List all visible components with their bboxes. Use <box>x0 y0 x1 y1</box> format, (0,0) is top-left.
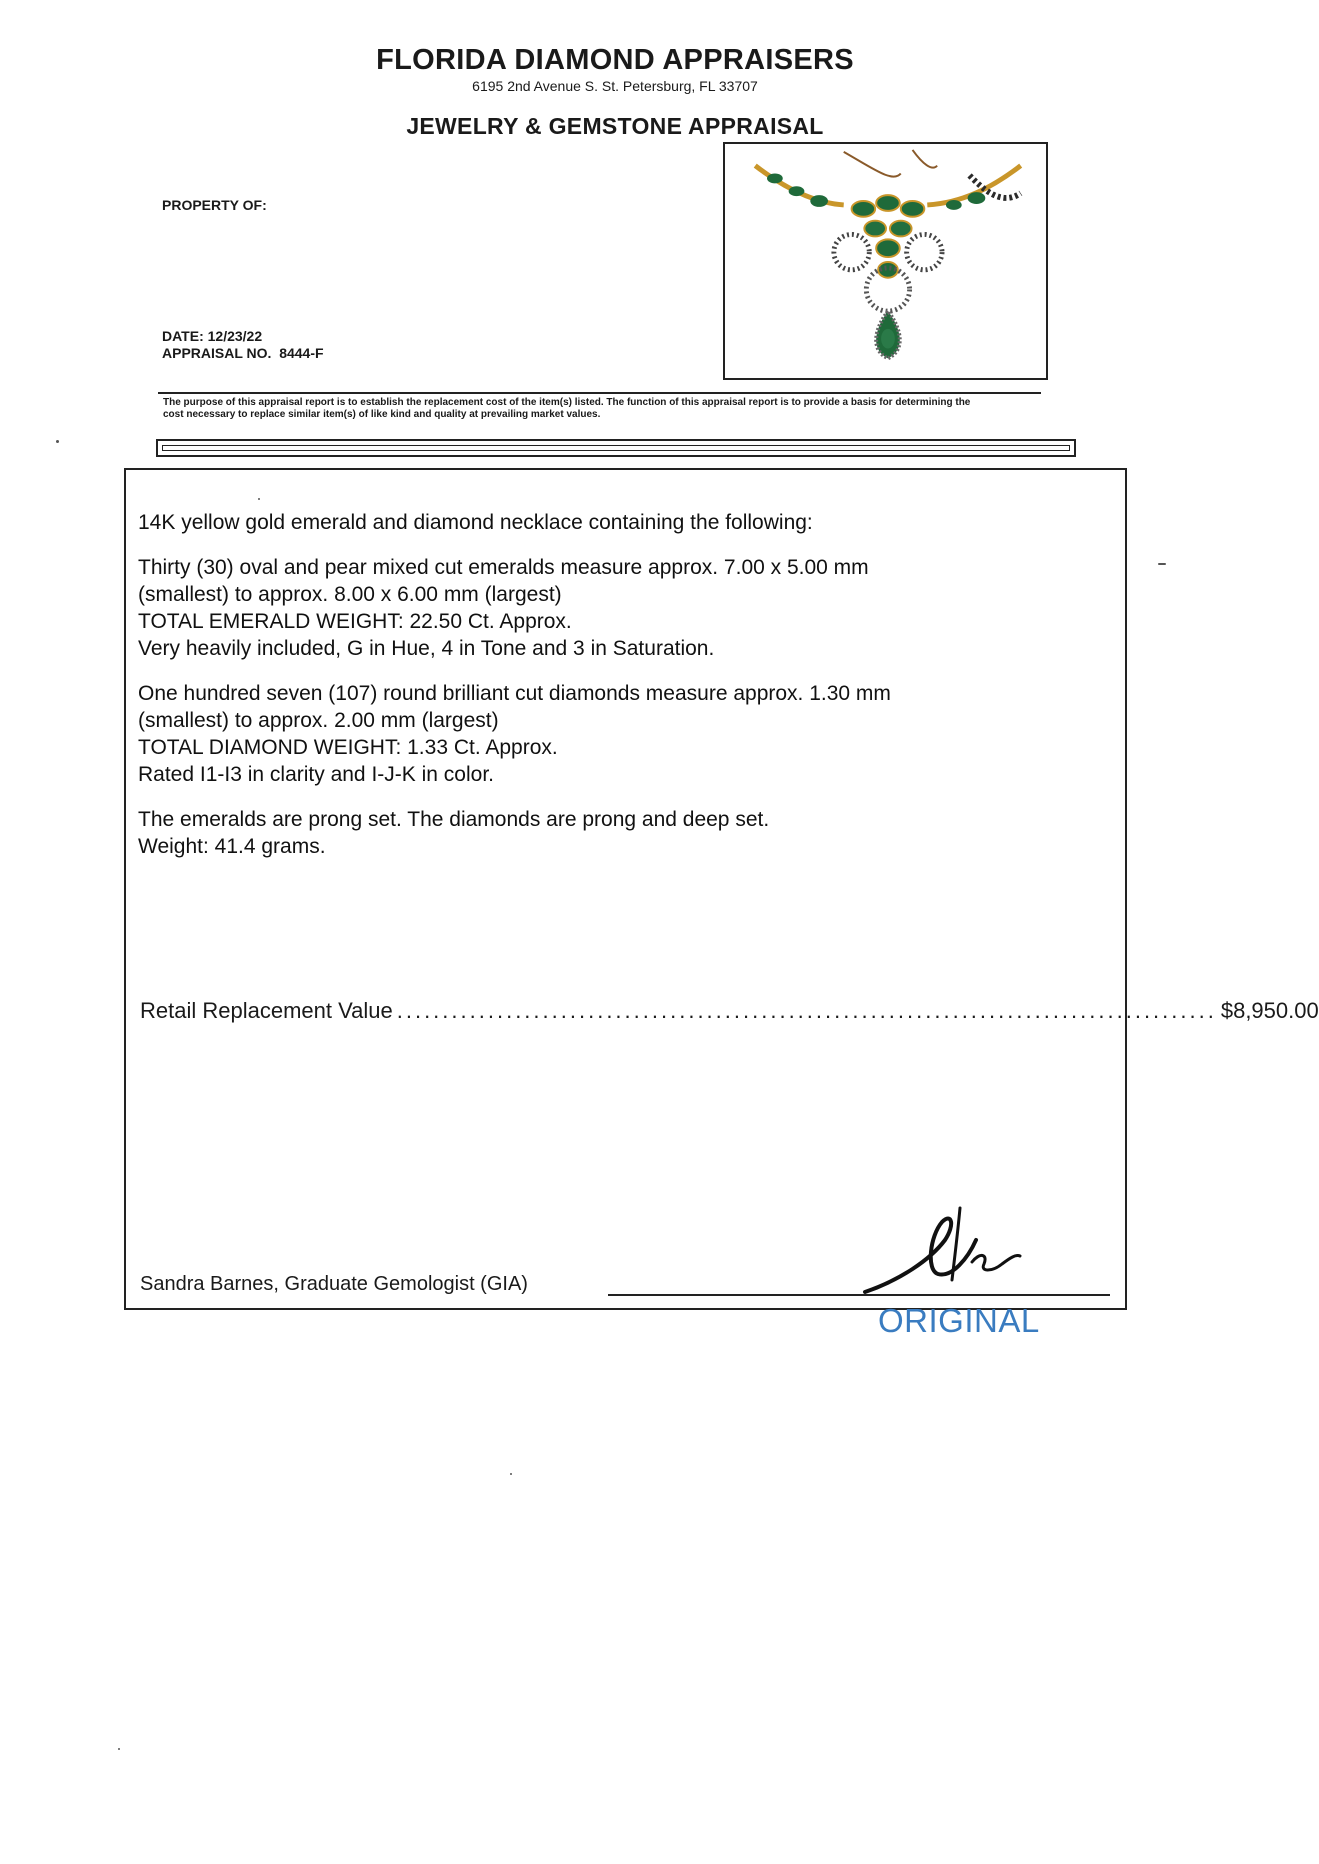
appraisal-number: APPRAISAL NO. 8444-F <box>162 345 324 361</box>
emerald-line: Thirty (30) oval and pear mixed cut emeralds measure approx. 7.00 x 5.00 mm <box>138 556 869 579</box>
emerald-line: (smallest) to approx. 8.00 x 6.00 mm (largest) <box>138 583 562 606</box>
diamond-line: (smallest) to approx. 2.00 mm (largest) <box>138 709 499 732</box>
header-divider <box>158 392 1041 394</box>
divider-bar-inner <box>162 445 1070 451</box>
emerald-line: TOTAL EMERALD WEIGHT: 22.50 Ct. Approx. <box>138 610 572 633</box>
setting-line: The emeralds are prong set. The diamonds are prong and deep set. <box>138 808 770 831</box>
original-stamp: ORIGINAL <box>878 1302 1040 1339</box>
purpose-line-1: The purpose of this appraisal report is to establish the replacement cost of the item(s) listed. The function of this appraisal report is to provide a basis for determining the <box>163 397 971 408</box>
company-name: FLORIDA DIAMOND APPRAISERS <box>376 44 854 76</box>
item-photo <box>723 142 1048 380</box>
emerald-line: Very heavily included, G in Hue, 4 in Tone and 3 in Saturation. <box>138 637 715 660</box>
leader-dots: .......................................................................................... <box>396 998 1217 1023</box>
scan-speck <box>56 440 59 443</box>
scan-speck <box>258 498 260 500</box>
scan-speck <box>510 1473 512 1475</box>
purpose-line-2: cost necessary to replace similar item(s) of like kind and quality at prevailing market values. <box>163 409 601 420</box>
intro-line: 14K yellow gold emerald and diamond necklace containing the following: <box>138 511 813 534</box>
diamond-line: Rated I1-I3 in clarity and I-J-K in color. <box>138 763 494 786</box>
replacement-value-amount: $8,950.00 <box>1220 998 1319 1023</box>
diamond-paragraph <box>138 680 891 788</box>
replacement-value-row <box>140 998 1319 1024</box>
document-title: JEWELRY & GEMSTONE APPRAISAL <box>406 113 824 139</box>
handwritten-signature <box>860 1200 1030 1305</box>
diamond-line: TOTAL DIAMOND WEIGHT: 1.33 Ct. Approx. <box>138 736 558 759</box>
signature-line <box>608 1294 1110 1296</box>
item-description <box>138 509 891 878</box>
scan-speck <box>118 1748 120 1750</box>
divider-bar <box>156 439 1076 457</box>
scan-speck <box>1158 563 1166 565</box>
company-address: 6195 2nd Avenue S. St. Petersburg, FL 33707 <box>472 78 758 94</box>
purpose-statement <box>163 397 1063 421</box>
setting-line: Weight: 41.4 grams. <box>138 835 326 858</box>
date-line: DATE: 12/23/22 <box>162 328 263 344</box>
intro-paragraph <box>138 509 891 536</box>
necklace-image <box>725 144 1046 378</box>
emerald-paragraph <box>138 554 891 662</box>
property-of-label: PROPERTY OF: <box>162 197 267 213</box>
setting-paragraph <box>138 806 891 860</box>
appraiser-name: Sandra Barnes, Graduate Gemologist (GIA) <box>140 1273 528 1295</box>
replacement-value-label: Retail Replacement Value <box>140 998 393 1023</box>
diamond-line: One hundred seven (107) round brilliant cut diamonds measure approx. 1.30 mm <box>138 682 891 705</box>
